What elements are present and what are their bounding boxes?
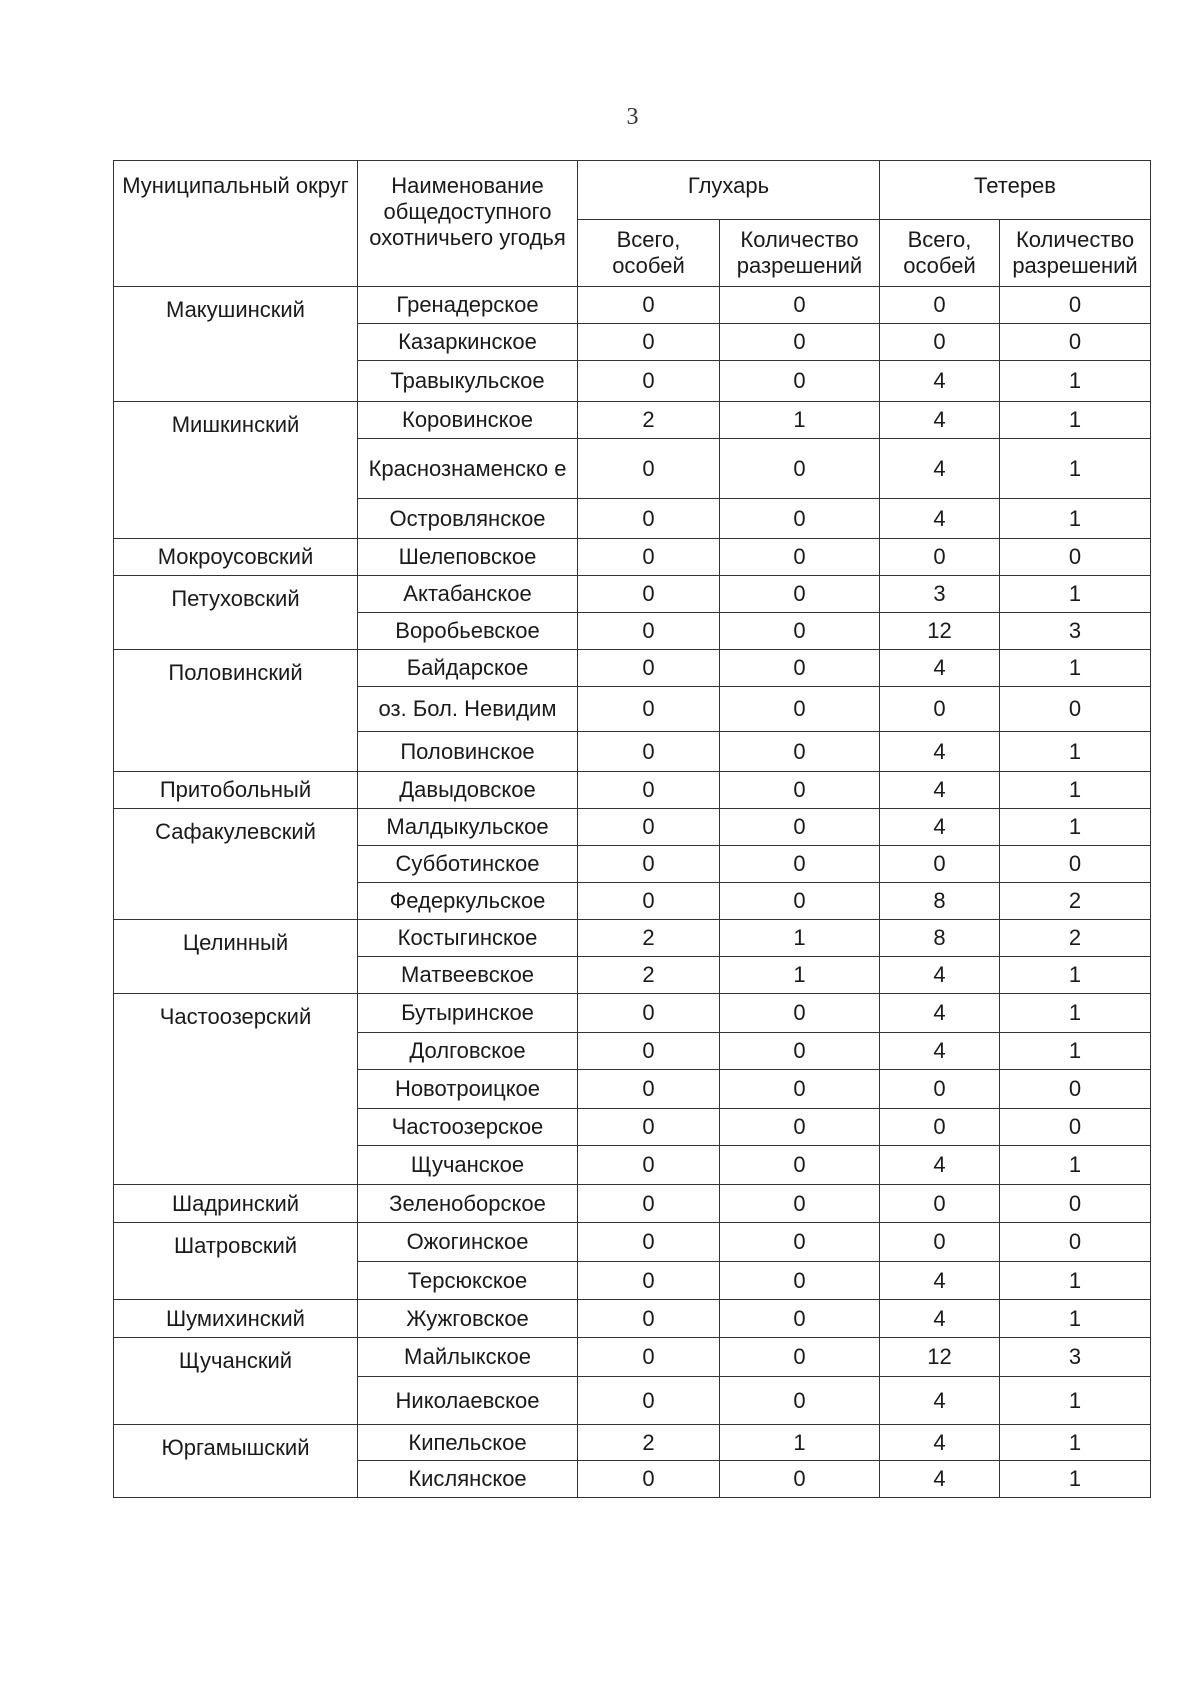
black-grouse-permits-cell: 0 [1000, 687, 1151, 732]
hunting-ground-cell: Малдыкульское [358, 809, 578, 846]
table-row [114, 772, 1151, 809]
table-row [114, 402, 1151, 439]
black-grouse-total-cell: 8 [880, 920, 1000, 957]
table-row [114, 1300, 1151, 1338]
capercaillie-total-cell: 0 [578, 994, 720, 1033]
black-grouse-permits-cell: 2 [1000, 883, 1151, 920]
capercaillie-permits-cell: 0 [720, 1461, 880, 1498]
table-header [114, 161, 1151, 287]
black-grouse-permits-cell: 1 [1000, 1262, 1151, 1300]
header-capercaillie-total: Всего, особей [578, 220, 720, 287]
capercaillie-permits-cell: 0 [720, 1146, 880, 1185]
capercaillie-total-cell: 0 [578, 1300, 720, 1338]
table-row [114, 576, 1151, 613]
hunting-ground-cell: Зеленоборское [358, 1185, 578, 1223]
capercaillie-total-cell: 0 [578, 1338, 720, 1377]
capercaillie-total-cell: 0 [578, 576, 720, 613]
hunting-ground-cell: Субботинское [358, 846, 578, 883]
capercaillie-total-cell: 0 [578, 1223, 720, 1262]
hunting-ground-cell: Федеркульское [358, 883, 578, 920]
capercaillie-total-cell: 0 [578, 287, 720, 324]
district-cell: Притобольный [114, 772, 358, 809]
table-row [114, 287, 1151, 324]
hunting-ground-cell: Николаевское [358, 1377, 578, 1425]
hunting-ground-cell: Жужговское [358, 1300, 578, 1338]
capercaillie-permits-cell: 0 [720, 1262, 880, 1300]
black-grouse-total-cell: 0 [880, 846, 1000, 883]
black-grouse-permits-cell: 0 [1000, 324, 1151, 361]
capercaillie-total-cell: 0 [578, 361, 720, 402]
capercaillie-total-cell: 0 [578, 324, 720, 361]
capercaillie-permits-cell: 0 [720, 1377, 880, 1425]
black-grouse-total-cell: 4 [880, 809, 1000, 846]
hunting-ground-cell: Казаркинское [358, 324, 578, 361]
hunting-ground-cell: Кипельское [358, 1425, 578, 1461]
black-grouse-total-cell: 12 [880, 613, 1000, 650]
black-grouse-permits-cell: 1 [1000, 361, 1151, 402]
black-grouse-total-cell: 4 [880, 1300, 1000, 1338]
capercaillie-total-cell: 2 [578, 920, 720, 957]
table-row [114, 650, 1151, 687]
black-grouse-total-cell: 4 [880, 1033, 1000, 1070]
table-body [114, 287, 1151, 1498]
capercaillie-permits-cell: 0 [720, 439, 880, 499]
capercaillie-permits-cell: 0 [720, 1223, 880, 1262]
black-grouse-total-cell: 0 [880, 1223, 1000, 1262]
black-grouse-total-cell: 4 [880, 650, 1000, 687]
capercaillie-permits-cell: 0 [720, 883, 880, 920]
capercaillie-permits-cell: 0 [720, 809, 880, 846]
table-row [114, 809, 1151, 846]
table-row [114, 920, 1151, 957]
black-grouse-permits-cell: 1 [1000, 1425, 1151, 1461]
hunting-ground-cell: Половинское [358, 732, 578, 772]
hunting-ground-cell: Долговское [358, 1033, 578, 1070]
black-grouse-permits-cell: 1 [1000, 439, 1151, 499]
black-grouse-total-cell: 4 [880, 1262, 1000, 1300]
capercaillie-permits-cell: 1 [720, 957, 880, 994]
black-grouse-permits-cell: 1 [1000, 809, 1151, 846]
capercaillie-permits-cell: 1 [720, 402, 880, 439]
black-grouse-permits-cell: 1 [1000, 772, 1151, 809]
black-grouse-total-cell: 0 [880, 539, 1000, 576]
black-grouse-permits-cell: 0 [1000, 1070, 1151, 1109]
hunting-ground-cell: Ожогинское [358, 1223, 578, 1262]
black-grouse-permits-cell: 0 [1000, 287, 1151, 324]
black-grouse-total-cell: 4 [880, 1425, 1000, 1461]
capercaillie-total-cell: 0 [578, 613, 720, 650]
hunting-ground-cell: Островлянское [358, 499, 578, 539]
district-cell: Половинский [114, 650, 358, 772]
capercaillie-total-cell: 0 [578, 846, 720, 883]
table-row [114, 539, 1151, 576]
capercaillie-permits-cell: 0 [720, 361, 880, 402]
black-grouse-total-cell: 4 [880, 402, 1000, 439]
capercaillie-permits-cell: 0 [720, 1300, 880, 1338]
black-grouse-permits-cell: 0 [1000, 846, 1151, 883]
black-grouse-permits-cell: 0 [1000, 539, 1151, 576]
hunting-ground-cell: Воробьевское [358, 613, 578, 650]
hunting-ground-cell: Актабанское [358, 576, 578, 613]
capercaillie-permits-cell: 0 [720, 499, 880, 539]
black-grouse-total-cell: 4 [880, 1461, 1000, 1498]
hunting-ground-cell: Коровинское [358, 402, 578, 439]
hunting-ground-cell: Гренадерское [358, 287, 578, 324]
black-grouse-permits-cell: 1 [1000, 994, 1151, 1033]
hunting-ground-cell: Байдарское [358, 650, 578, 687]
table-row [114, 1338, 1151, 1377]
capercaillie-total-cell: 0 [578, 772, 720, 809]
district-cell: Мишкинский [114, 402, 358, 539]
capercaillie-total-cell: 0 [578, 1146, 720, 1185]
table-row [114, 1185, 1151, 1223]
hunting-ground-cell: Новотроицкое [358, 1070, 578, 1109]
district-cell: Шадринский [114, 1185, 358, 1223]
capercaillie-total-cell: 0 [578, 650, 720, 687]
black-grouse-total-cell: 0 [880, 287, 1000, 324]
black-grouse-permits-cell: 1 [1000, 1033, 1151, 1070]
capercaillie-permits-cell: 1 [720, 920, 880, 957]
hunting-ground-cell: Частоозерское [358, 1109, 578, 1146]
header-species-capercaillie: Глухарь [578, 161, 880, 220]
black-grouse-total-cell: 0 [880, 1070, 1000, 1109]
hunting-ground-cell: Краснознаменско е [358, 439, 578, 499]
black-grouse-permits-cell: 1 [1000, 1300, 1151, 1338]
capercaillie-permits-cell: 0 [720, 613, 880, 650]
district-cell: Частоозерский [114, 994, 358, 1185]
capercaillie-total-cell: 0 [578, 809, 720, 846]
header-hunting-ground: Наименование общедоступного охотничьего угодья [358, 161, 578, 287]
district-cell: Макушинский [114, 287, 358, 402]
capercaillie-permits-cell: 0 [720, 539, 880, 576]
table-row [114, 1223, 1151, 1262]
capercaillie-permits-cell: 0 [720, 576, 880, 613]
capercaillie-total-cell: 0 [578, 1070, 720, 1109]
district-cell: Шумихинский [114, 1300, 358, 1338]
capercaillie-total-cell: 0 [578, 1262, 720, 1300]
capercaillie-total-cell: 0 [578, 687, 720, 732]
capercaillie-total-cell: 0 [578, 732, 720, 772]
capercaillie-permits-cell: 0 [720, 1070, 880, 1109]
hunting-ground-cell: Терсюкское [358, 1262, 578, 1300]
hunting-quota-table [113, 160, 1151, 1498]
black-grouse-total-cell: 4 [880, 361, 1000, 402]
header-district: Муниципальный округ [114, 161, 358, 287]
capercaillie-total-cell: 2 [578, 402, 720, 439]
black-grouse-total-cell: 0 [880, 687, 1000, 732]
hunting-ground-cell: Костыгинское [358, 920, 578, 957]
district-cell: Сафакулевский [114, 809, 358, 920]
capercaillie-total-cell: 0 [578, 499, 720, 539]
black-grouse-permits-cell: 3 [1000, 613, 1151, 650]
capercaillie-permits-cell: 0 [720, 1033, 880, 1070]
black-grouse-permits-cell: 1 [1000, 402, 1151, 439]
page-number: 3 [626, 104, 639, 130]
black-grouse-permits-cell: 1 [1000, 650, 1151, 687]
hunting-ground-cell: Давыдовское [358, 772, 578, 809]
black-grouse-total-cell: 4 [880, 732, 1000, 772]
header-species-black-grouse: Тетерев [880, 161, 1151, 220]
header-black-grouse-total: Всего, особей [880, 220, 1000, 287]
capercaillie-total-cell: 0 [578, 1461, 720, 1498]
black-grouse-permits-cell: 1 [1000, 1377, 1151, 1425]
black-grouse-total-cell: 0 [880, 1109, 1000, 1146]
capercaillie-total-cell: 0 [578, 1033, 720, 1070]
black-grouse-total-cell: 4 [880, 994, 1000, 1033]
capercaillie-total-cell: 0 [578, 439, 720, 499]
capercaillie-total-cell: 2 [578, 957, 720, 994]
capercaillie-total-cell: 0 [578, 1377, 720, 1425]
capercaillie-permits-cell: 0 [720, 1338, 880, 1377]
black-grouse-total-cell: 3 [880, 576, 1000, 613]
district-cell: Мокроусовский [114, 539, 358, 576]
hunting-ground-cell: Бутыринское [358, 994, 578, 1033]
black-grouse-permits-cell: 1 [1000, 499, 1151, 539]
hunting-ground-cell: Травыкульское [358, 361, 578, 402]
capercaillie-permits-cell: 0 [720, 846, 880, 883]
black-grouse-total-cell: 8 [880, 883, 1000, 920]
black-grouse-total-cell: 0 [880, 324, 1000, 361]
black-grouse-total-cell: 4 [880, 439, 1000, 499]
district-cell: Шатровский [114, 1223, 358, 1300]
header-capercaillie-permits: Количество разрешений [720, 220, 880, 287]
black-grouse-permits-cell: 1 [1000, 732, 1151, 772]
hunting-ground-cell: Шелеповское [358, 539, 578, 576]
capercaillie-permits-cell: 0 [720, 650, 880, 687]
district-cell: Юргамышский [114, 1425, 358, 1498]
hunting-ground-cell: Майлыкское [358, 1338, 578, 1377]
capercaillie-permits-cell: 0 [720, 1109, 880, 1146]
capercaillie-permits-cell: 0 [720, 324, 880, 361]
black-grouse-permits-cell: 0 [1000, 1185, 1151, 1223]
hunting-ground-cell: Матвеевское [358, 957, 578, 994]
black-grouse-total-cell: 4 [880, 1146, 1000, 1185]
black-grouse-permits-cell: 1 [1000, 957, 1151, 994]
district-cell: Щучанский [114, 1338, 358, 1425]
black-grouse-total-cell: 4 [880, 772, 1000, 809]
black-grouse-permits-cell: 1 [1000, 1461, 1151, 1498]
district-cell: Петуховский [114, 576, 358, 650]
hunting-ground-cell: Кислянское [358, 1461, 578, 1498]
capercaillie-permits-cell: 0 [720, 687, 880, 732]
capercaillie-total-cell: 0 [578, 1109, 720, 1146]
capercaillie-total-cell: 0 [578, 883, 720, 920]
black-grouse-permits-cell: 3 [1000, 1338, 1151, 1377]
capercaillie-permits-cell: 0 [720, 287, 880, 324]
capercaillie-total-cell: 0 [578, 1185, 720, 1223]
black-grouse-permits-cell: 0 [1000, 1223, 1151, 1262]
capercaillie-permits-cell: 0 [720, 1185, 880, 1223]
capercaillie-permits-cell: 0 [720, 772, 880, 809]
black-grouse-total-cell: 4 [880, 499, 1000, 539]
capercaillie-permits-cell: 0 [720, 994, 880, 1033]
black-grouse-total-cell: 4 [880, 957, 1000, 994]
black-grouse-total-cell: 12 [880, 1338, 1000, 1377]
capercaillie-total-cell: 2 [578, 1425, 720, 1461]
black-grouse-total-cell: 0 [880, 1185, 1000, 1223]
table-row [114, 994, 1151, 1033]
black-grouse-permits-cell: 1 [1000, 576, 1151, 613]
capercaillie-total-cell: 0 [578, 539, 720, 576]
hunting-ground-cell: оз. Бол. Невидим [358, 687, 578, 732]
capercaillie-permits-cell: 0 [720, 732, 880, 772]
header-black-grouse-permits: Количество разрешений [1000, 220, 1151, 287]
capercaillie-permits-cell: 1 [720, 1425, 880, 1461]
black-grouse-permits-cell: 0 [1000, 1109, 1151, 1146]
black-grouse-permits-cell: 2 [1000, 920, 1151, 957]
black-grouse-permits-cell: 1 [1000, 1146, 1151, 1185]
table-row [114, 1425, 1151, 1461]
district-cell: Целинный [114, 920, 358, 994]
hunting-ground-cell: Щучанское [358, 1146, 578, 1185]
black-grouse-total-cell: 4 [880, 1377, 1000, 1425]
